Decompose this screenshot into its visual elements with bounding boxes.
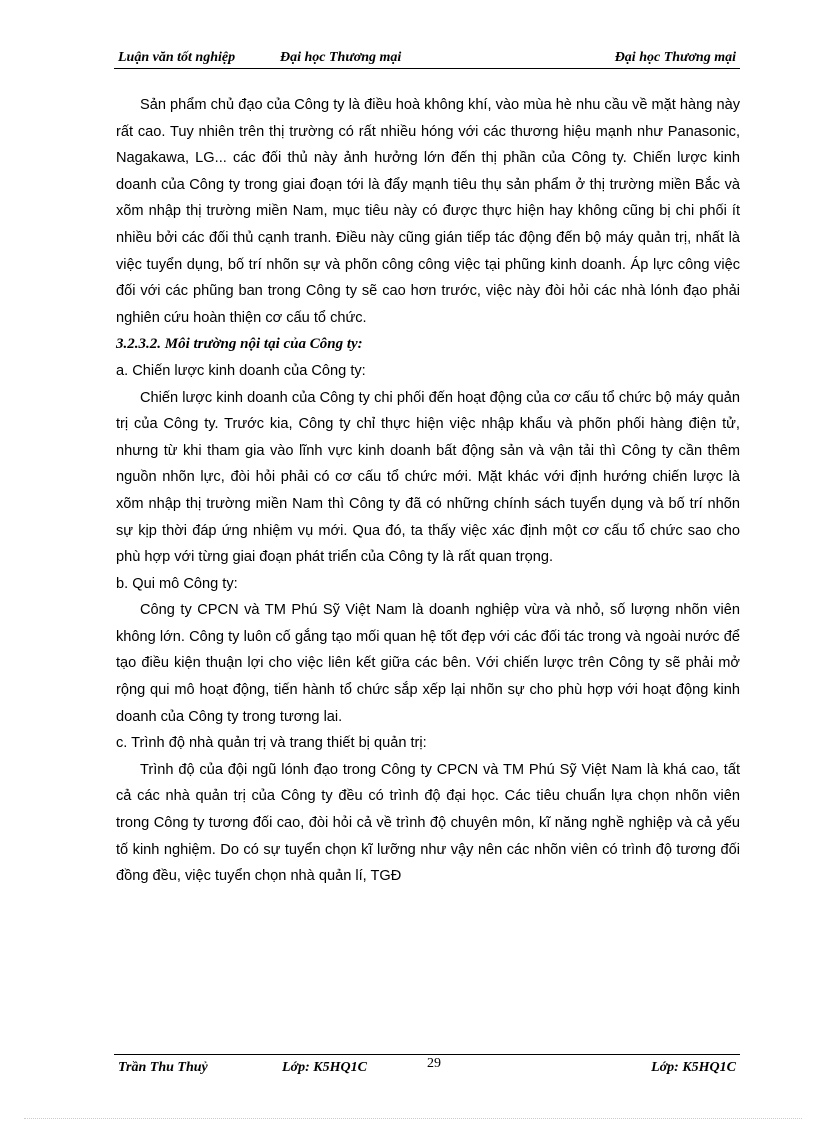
paragraph: Trình độ của đội ngũ lónh đạo trong Công ty CPCN và TM Phú Sỹ Việt Nam là khá cao, tất cả các nhà quản trị của Công ty đều có trình độ đại học. Các tiêu chuẩn lựa chọn nhõn viên trong Công ty tương đối cao, đòi hỏi cả về trình độ chuyên môn, kĩ năng nghề nghiệp và cả yếu tố kinh nghiệm. Do có sự tuyển chọn kĩ lưỡng như vậy nên các nhõn viên có trình độ tương đối đồng đều, việc tuyển chọn nhà quản lí, TGĐ <box>116 761 740 885</box>
header-right-title: Đại học Thương mại <box>614 50 736 65</box>
subsection-label: a. Chiến lược kinh doanh của Công ty: <box>116 362 366 379</box>
page-footer <box>118 1056 736 1080</box>
section-heading: 3.2.3.2. Môi trường nội tại của Công ty: <box>116 336 363 353</box>
header-left-title: Luận văn tốt nghiệp <box>118 50 236 65</box>
page-number: 29 <box>427 1056 441 1071</box>
document-body <box>116 92 740 890</box>
header-rule <box>114 68 740 69</box>
footer-author: Trần Thu Thuỷ <box>118 1060 208 1075</box>
subsection-label: b. Qui mô Công ty: <box>116 575 238 592</box>
paragraph: Công ty CPCN và TM Phú Sỹ Việt Nam là doanh nghiệp vừa và nhỏ, số lượng nhõn viên không lớn. Công ty luôn cố gắng tạo mối quan hệ tốt đẹp với các đối tác trong và ngoài nước để tạo điều kiện thuận lợi cho việc liên kết giữa các bên. Với chiến lược trên Công ty sẽ phải mở rộng qui mô hoạt động, tiến hành tổ chức sắp xếp lại nhõn sự cho phù hợp với hoạt động kinh doanh của Công ty trong tương lai. <box>116 602 740 725</box>
subsection-label: c. Trình độ nhà quản trị và trang thiết bị quản trị: <box>116 735 427 752</box>
footer-class-left: Lớp: K5HQ1C <box>282 1060 367 1075</box>
page-bottom-border <box>24 1118 802 1119</box>
footer-rule <box>114 1054 740 1055</box>
footer-class-right: Lớp: K5HQ1C <box>651 1060 736 1075</box>
paragraph: Sản phẩm chủ đạo của Công ty là điều hoà không khí, vào mùa hè nhu cầu về mặt hàng này rất cao. Tuy nhiên trên thị trường có rất nhiều hóng với các thương hiệu mạnh như Panasonic, Nagakawa, LG... các đối thủ này ảnh hưởng lớn đến thị phần của Công ty. Chiến lược kinh doanh của Công ty trong giai đoạn tới là đẩy mạnh tiêu thụ sản phẩm ở thị trường miền Bắc và xõm nhập thị trường miền Nam, mục tiêu này có được thực hiện hay không cũng bị chi phối ít nhiều bởi các đối thủ cạnh tranh. Điều này cũng gián tiếp tác động đến bộ máy quản trị, nhất là việc tuyển dụng, bố trí nhõn sự và phõn công công việc tại phũng kinh doanh. Áp lực công việc đối với các phũng ban trong Công ty sẽ cao hơn trước, việc này đòi hỏi các nhà lónh đạo phải nghiên cứu hoàn thiện cơ cấu tổ chức. <box>116 97 740 326</box>
paragraph: Chiến lược kinh doanh của Công ty chi phối đến hoạt động của cơ cấu tổ chức bộ máy quản trị của Công ty. Trước kia, Công ty chỉ thực hiện việc nhập khẩu và phõn phối hàng điện tử, nhưng từ khi tham gia vào lĩnh vực kinh doanh bất động sản và vận tải thì Công ty cần thêm nguồn nhõn lực, đòi hỏi phải có cơ cấu tổ chức mới. Mặt khác với định hướng chiến lược là xõm nhập thị trường miền Nam thì Công ty đã có những chính sách tuyển dụng và bố trí nhõn sự kịp thời đáp ứng nhiệm vụ mới. Qua đó, ta thấy việc xác định một cơ cấu tổ chức sao cho phù hợp với từng giai đoạn phát triển của Công ty là rất quan trọng. <box>116 389 740 566</box>
header-center-title: Đại học Thương mại <box>280 50 402 65</box>
page-header <box>118 50 736 70</box>
